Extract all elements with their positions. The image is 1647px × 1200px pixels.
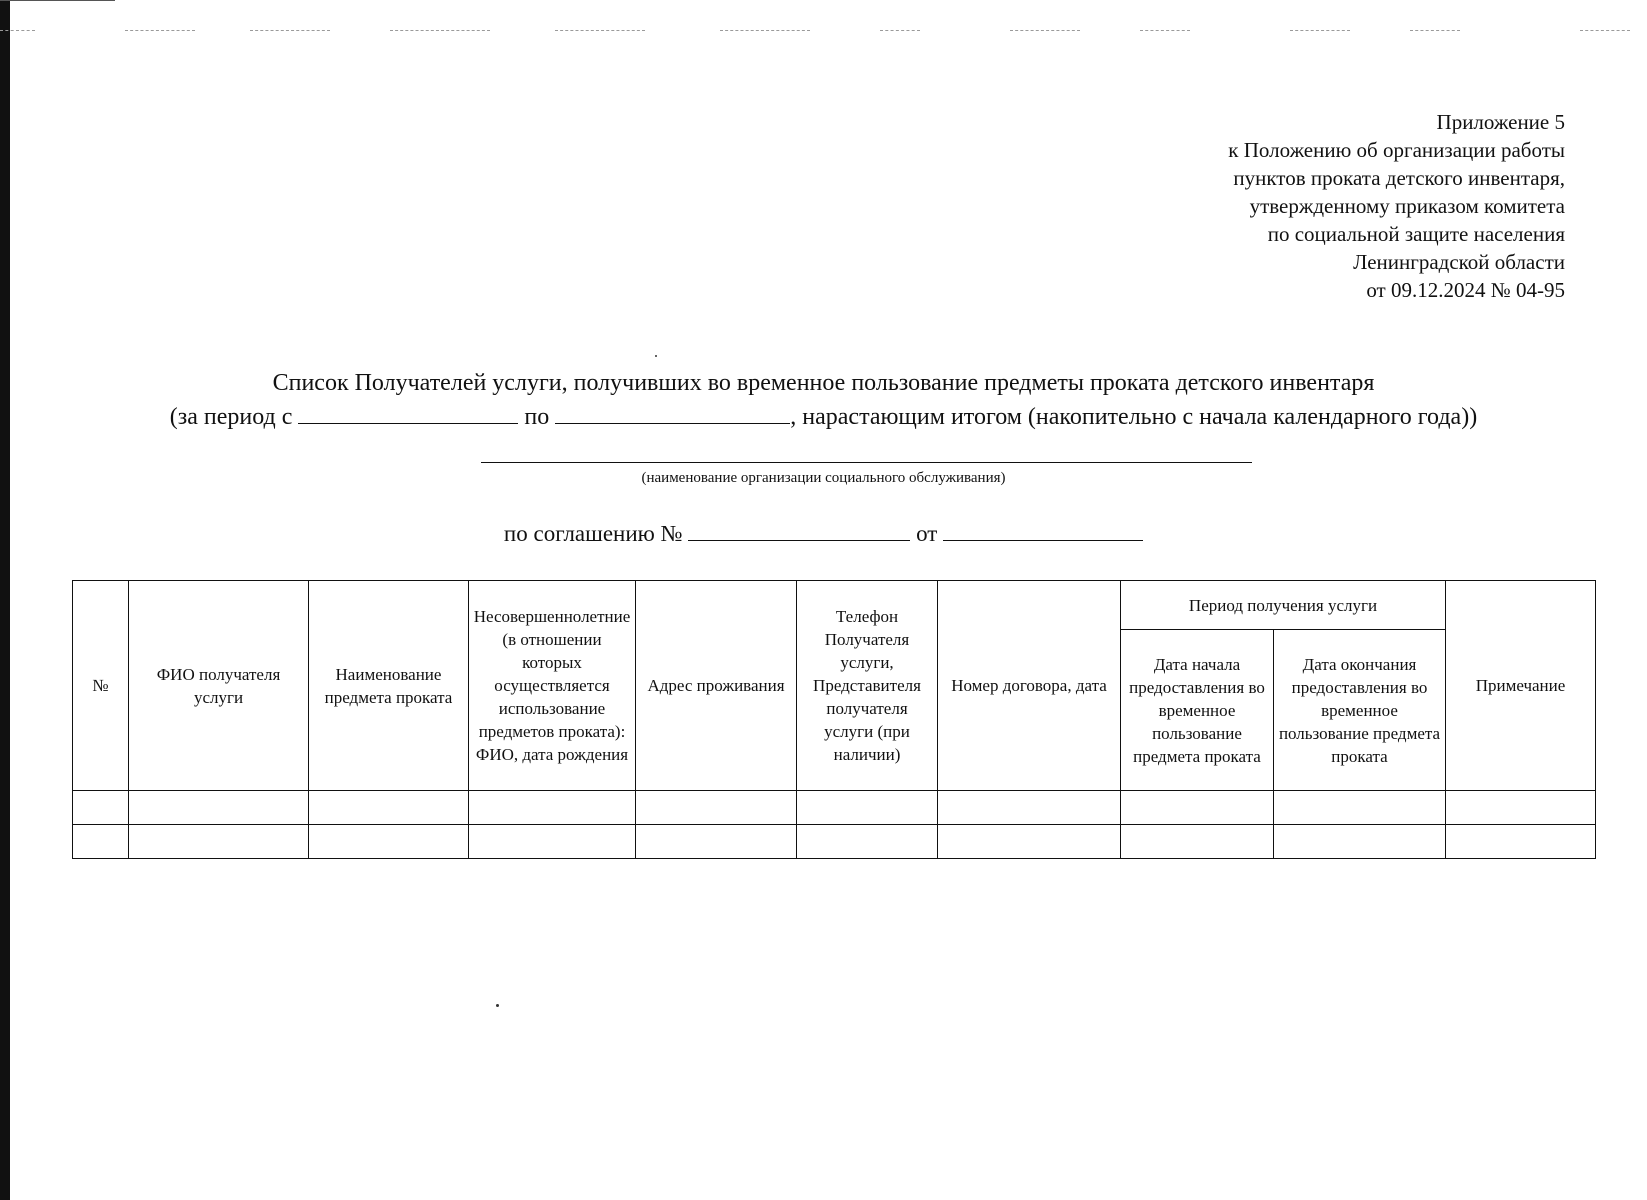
table-cell[interactable] <box>469 791 636 825</box>
table-cell[interactable] <box>129 791 309 825</box>
table-cell[interactable] <box>1121 825 1274 859</box>
period-suffix: , нарастающим итогом (накопительно с начала календарного года)) <box>790 404 1478 430</box>
table-cell[interactable] <box>1121 791 1274 825</box>
col-phone-header: Телефон Получателя услуги, Представителя получателя услуги (при наличии) <box>797 581 938 791</box>
col-note-header: Примечание <box>1446 581 1596 791</box>
table-row <box>73 825 1596 859</box>
table-cell[interactable] <box>73 791 129 825</box>
table-cell[interactable] <box>636 825 797 859</box>
scan-artifact <box>1140 30 1190 31</box>
scan-artifact <box>555 30 645 31</box>
table-cell[interactable] <box>636 791 797 825</box>
period-line <box>0 400 1647 434</box>
table-cell[interactable] <box>938 791 1121 825</box>
table-header-row <box>73 581 1596 630</box>
period-start-blank[interactable] <box>298 401 518 424</box>
appendix-line: по социальной защите населения <box>1267 222 1565 246</box>
col-fio-header: ФИО получателя услуги <box>129 581 309 791</box>
col-address-header: Адрес проживания <box>636 581 797 791</box>
table-cell[interactable] <box>1274 825 1446 859</box>
scan-artifact <box>880 30 920 31</box>
table-cell[interactable] <box>309 791 469 825</box>
col-end-date-header: Дата окончания предоставления во временное пользование предмета проката <box>1274 630 1446 791</box>
period-prefix: (за период с <box>169 404 293 430</box>
table-cell[interactable] <box>1446 791 1596 825</box>
table-cell[interactable] <box>469 825 636 859</box>
scan-speck <box>496 1004 499 1007</box>
period-middle: по <box>524 404 550 430</box>
table-cell[interactable] <box>73 825 129 859</box>
table-cell[interactable] <box>309 825 469 859</box>
appendix-line: утвержденному приказом комитета <box>1249 194 1565 218</box>
scan-artifact <box>1290 30 1350 31</box>
scan-artifact <box>720 30 810 31</box>
col-period-group-header: Период получения услуги <box>1121 581 1446 630</box>
organization-name-blank[interactable] <box>481 462 1252 463</box>
scan-artifact <box>250 30 330 31</box>
table-row <box>73 791 1596 825</box>
table-cell[interactable] <box>938 825 1121 859</box>
scan-artifact <box>1580 30 1630 31</box>
col-contract-header: Номер договора, дата <box>938 581 1121 791</box>
col-number-header: № <box>73 581 129 791</box>
recipients-table <box>72 580 1596 859</box>
appendix-line: Ленинградской области <box>1353 250 1565 274</box>
scan-artifact <box>1410 30 1460 31</box>
col-start-date-header: Дата начала предоставления во временное пользование предмета проката <box>1121 630 1274 791</box>
appendix-line: от 09.12.2024 № 04-95 <box>1366 278 1565 302</box>
table-cell[interactable] <box>129 825 309 859</box>
document-title: Список Получателей услуги, получивших во временное пользование предметы проката детского инвентаря <box>272 370 1375 396</box>
appendix-line: Приложение 5 <box>1436 110 1565 134</box>
col-minor-header: Несовершеннолетние (в отношении которых осуществляется использование предметов проката): ФИО, дата рождения <box>469 581 636 791</box>
agreement-middle: от <box>916 521 938 546</box>
scan-artifact <box>390 30 490 31</box>
col-item-header: Наименование предмета проката <box>309 581 469 791</box>
agreement-line <box>0 518 1647 550</box>
scan-top-rule <box>0 0 115 1</box>
table-cell[interactable] <box>797 791 938 825</box>
appendix-line: пунктов проката детского инвентаря, <box>1233 166 1565 190</box>
period-end-blank[interactable] <box>555 401 790 424</box>
scan-speck <box>655 355 657 357</box>
scan-artifact <box>0 30 35 31</box>
scan-artifact <box>125 30 195 31</box>
agreement-date-blank[interactable] <box>943 518 1143 541</box>
scan-edge <box>0 0 10 1200</box>
agreement-number-blank[interactable] <box>688 518 910 541</box>
scan-artifact <box>1010 30 1080 31</box>
organization-caption: (наименование организации социального обслуживания) <box>641 470 1006 486</box>
agreement-prefix: по соглашению № <box>503 521 683 546</box>
table-cell[interactable] <box>1446 825 1596 859</box>
appendix-line: к Положению об организации работы <box>1228 138 1565 162</box>
table-cell[interactable] <box>1274 791 1446 825</box>
table-cell[interactable] <box>797 825 938 859</box>
appendix-block <box>1228 108 1565 304</box>
